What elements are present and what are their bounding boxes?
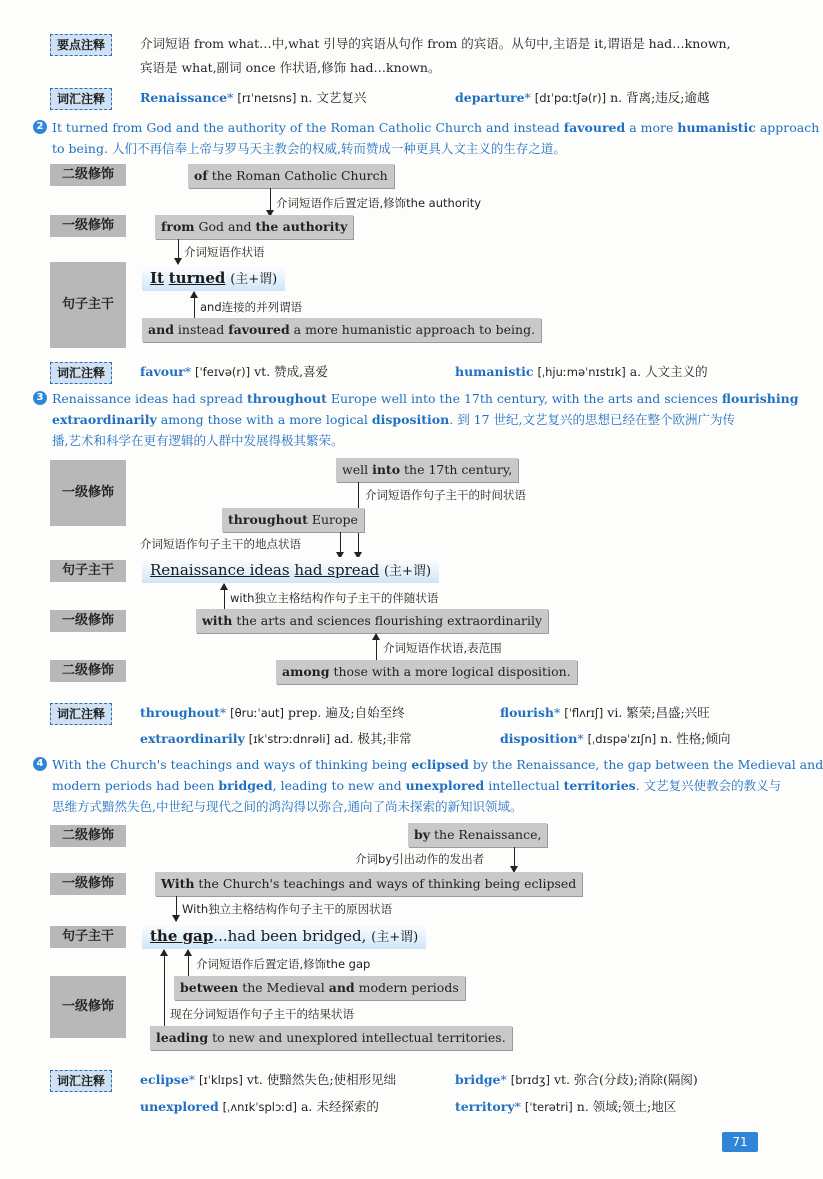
sentence-number-3: 3 xyxy=(33,391,47,405)
level-second-3: 二级修饰 xyxy=(50,660,126,682)
vocab-pron: [dɪˈpɑːtʃə(r)] xyxy=(534,91,607,105)
arrow-up xyxy=(224,584,225,610)
vocab-word: eclipse xyxy=(140,1072,189,1087)
box-from-god xyxy=(155,215,353,239)
vocab-def: prep. 遍及;自始至终 xyxy=(288,705,405,720)
arrow-up xyxy=(164,950,165,1026)
text: bridged xyxy=(218,778,273,793)
note-with-cause: With独立主格结构作句子主干的原因状语 xyxy=(182,902,393,916)
vocab-tag-1: 词汇注释 xyxy=(50,88,112,110)
star-icon: * xyxy=(227,90,234,105)
vocab-pron: [ˌdɪspəˈzɪʃn] xyxy=(587,732,657,746)
vocab-favour xyxy=(140,361,328,383)
star-icon: * xyxy=(184,364,192,379)
text: instead xyxy=(173,322,229,337)
sentence-3-line-2 xyxy=(52,409,735,430)
text: by the Renaissance, the gap between the Medieval and xyxy=(468,757,823,772)
sentence-2-line-2 xyxy=(52,138,566,159)
note-time-adverbial: 介词短语作句子主干的时间状语 xyxy=(365,488,526,502)
text: modern periods had been xyxy=(52,778,219,793)
vocab-humanistic xyxy=(455,361,708,383)
vocab-word: disposition xyxy=(500,731,578,746)
text: extraordinarily xyxy=(52,412,157,427)
text: from xyxy=(161,219,195,234)
text: . xyxy=(449,412,454,427)
vocab-def: n. 背离;违反;逾越 xyxy=(610,90,710,105)
trunk-gap-bridged xyxy=(142,923,426,949)
predicate: turned xyxy=(168,269,226,287)
box-with-arts xyxy=(196,609,548,633)
level-second-4: 二级修饰 xyxy=(50,825,126,847)
vocab-unexplored xyxy=(140,1096,379,1118)
text: With the Church's teachings and ways of thinking being xyxy=(52,757,412,772)
text: (主+谓) xyxy=(230,272,278,287)
note-post-modifier: 介词短语作后置定语,修饰the authority xyxy=(276,196,482,210)
text: God and xyxy=(194,219,256,234)
vocab-extraordinarily xyxy=(140,728,412,750)
note-leading-result: 现在分词短语作句子主干的结果状语 xyxy=(170,1007,354,1021)
vocab-word: flourish xyxy=(500,705,554,720)
vocab-word: throughout xyxy=(140,705,220,720)
vocab-pron: [ɪˈklɪps] xyxy=(199,1073,243,1087)
note-place-adverbial: 介词短语作句子主干的地点状语 xyxy=(140,537,301,551)
vocab-disposition xyxy=(500,728,730,750)
vocab-flourish xyxy=(500,702,710,724)
text: the Roman Catholic Church xyxy=(207,168,388,183)
sentence-4-line-3: 思维方式黯然失色,中世纪与现代之间的鸿沟得以弥合,通向了尚未探索的新知识领域。 xyxy=(52,799,523,814)
vocab-def: a. 人文主义的 xyxy=(629,364,708,379)
text: disposition xyxy=(371,412,450,427)
sentence-2-line-1 xyxy=(52,117,819,138)
trunk-ideas-spread xyxy=(142,557,439,583)
arrow-up xyxy=(376,634,377,660)
note-and-coord: and连接的并列谓语 xyxy=(200,300,303,314)
text: eclipsed xyxy=(411,757,469,772)
translation: 到 17 世纪,文艺复兴的思想已经在整个欧洲广为传 xyxy=(457,412,736,427)
level-first-3a: 一级修饰 xyxy=(50,460,126,526)
star-icon: * xyxy=(524,90,531,105)
subject: the gap xyxy=(150,927,214,945)
text: among those with a more logical xyxy=(156,412,372,427)
vocab-word: territory xyxy=(455,1099,515,1114)
vocab-eclipse xyxy=(140,1069,396,1091)
text: well xyxy=(342,462,373,477)
text: throughout xyxy=(228,512,308,527)
vocab-def: n. 性格;倾向 xyxy=(660,731,731,746)
text: territories xyxy=(563,778,636,793)
vocab-bridge xyxy=(455,1069,698,1091)
arrow-down xyxy=(178,239,179,264)
note-between-modifier: 介词短语作后置定语,修饰the gap xyxy=(196,957,371,971)
text: to new and unexplored intellectual territories. xyxy=(208,1030,506,1045)
trunk-it-turned xyxy=(142,265,285,291)
box-between xyxy=(174,976,465,1000)
text: Europe well into the 17th century, with the arts and sciences xyxy=(326,391,722,406)
star-icon: * xyxy=(188,1072,196,1087)
text: Europe xyxy=(307,512,358,527)
text: flourishing xyxy=(721,391,799,406)
predicate: had spread xyxy=(294,561,380,579)
text: the Medieval xyxy=(238,980,329,995)
text: to being. xyxy=(52,141,108,156)
level-first-3b: 一级修饰 xyxy=(50,610,126,632)
sentence-number-2: 2 xyxy=(33,120,47,134)
vocab-word: bridge xyxy=(455,1072,501,1087)
text: With xyxy=(161,876,195,891)
text: It turned from God and the authority of the Roman Catholic Church and instead xyxy=(52,120,564,135)
text: the arts and sciences flourishing extraordinarily xyxy=(232,613,543,628)
vocab-pron: [ˌʌnɪkˈsplɔːd] xyxy=(222,1100,297,1114)
text: , leading to new and xyxy=(272,778,406,793)
star-icon: * xyxy=(500,1072,507,1087)
arrow-down xyxy=(270,188,271,216)
level-second-2: 二级修饰 xyxy=(50,164,126,186)
subject: It xyxy=(150,269,164,287)
vocab-word: humanistic xyxy=(455,364,534,379)
box-with-church xyxy=(155,872,582,896)
level-first-4b: 一级修饰 xyxy=(50,976,126,1038)
level-trunk-2: 句子主干 xyxy=(50,262,126,348)
vocab-pron: [ˈterətri] xyxy=(524,1100,573,1114)
key-notes-tag: 要点注释 xyxy=(50,34,112,56)
arrow-up xyxy=(188,950,189,976)
text: a more humanistic approach to being. xyxy=(289,322,536,337)
text: the 17th century, xyxy=(400,462,513,477)
box-by-renaissance xyxy=(408,823,547,847)
star-icon: * xyxy=(553,705,561,720)
sentence-3-line-1 xyxy=(52,388,798,409)
text: and xyxy=(328,980,355,995)
subject: Renaissance ideas xyxy=(150,561,290,579)
vocab-tag-4: 词汇注释 xyxy=(50,1070,112,1092)
arrow-up xyxy=(194,292,195,320)
sentence-3-line-3: 播,艺术和科学在更有逻辑的人群中发展得极其繁荣。 xyxy=(52,433,344,448)
text: unexplored xyxy=(405,778,485,793)
text: leading xyxy=(156,1030,209,1045)
text: the authority xyxy=(255,219,348,234)
vocab-departure xyxy=(455,87,710,109)
sentence-4-line-2 xyxy=(52,775,781,796)
box-leading xyxy=(150,1026,512,1050)
text: of xyxy=(194,168,208,183)
page-number: 71 xyxy=(722,1132,758,1152)
vocab-pron: [ˌhjuːməˈnɪstɪk] xyxy=(537,365,626,379)
text: (主+谓) xyxy=(371,930,419,945)
vocab-def: n. 领域;领土;地区 xyxy=(576,1099,677,1114)
level-trunk-4: 句子主干 xyxy=(50,926,126,948)
vocab-def: vt. 赞成,喜爱 xyxy=(254,364,329,379)
vocab-renaissance xyxy=(140,87,366,109)
vocab-throughout xyxy=(140,702,405,724)
text: the Renaissance, xyxy=(430,827,542,842)
vocab-pron: [ˈfeɪvə(r)] xyxy=(195,365,251,379)
text: Renaissance ideas had spread xyxy=(52,391,247,406)
note-range-adverbial: 介词短语作状语,表范围 xyxy=(383,641,502,655)
box-of-church xyxy=(188,164,394,188)
vocab-pron: [brɪdʒ] xyxy=(510,1073,550,1087)
star-icon: * xyxy=(577,731,584,746)
translation: 文艺复兴使教会的教义与 xyxy=(643,778,782,793)
level-trunk-3: 句子主干 xyxy=(50,560,126,582)
arrow-down xyxy=(514,847,515,872)
vocab-pron: [rɪˈneɪsns] xyxy=(237,91,297,105)
text: favoured xyxy=(563,120,626,135)
vocab-pron: [θruːˈaut] xyxy=(230,706,285,720)
star-icon: * xyxy=(219,705,227,720)
sentence-4-line-1 xyxy=(52,754,823,775)
vocab-def: a. 未经探索的 xyxy=(300,1099,379,1114)
text: between xyxy=(180,980,239,995)
predicate: ...had been bridged, xyxy=(213,927,367,945)
text: with xyxy=(202,613,233,628)
vocab-word: Renaissance xyxy=(140,90,228,105)
vocab-word: departure xyxy=(455,90,525,105)
text: the Church's teachings and ways of thinking being eclipsed xyxy=(194,876,577,891)
box-throughout xyxy=(222,508,364,532)
text: among xyxy=(282,664,330,679)
arrow-down xyxy=(340,532,341,558)
vocab-pron: [ˈflʌrɪʃ] xyxy=(564,706,604,720)
box-and-favoured xyxy=(142,318,541,342)
vocab-word: unexplored xyxy=(140,1099,219,1114)
note-adverbial: 介词短语作状语 xyxy=(184,245,265,259)
text: by xyxy=(414,827,431,842)
text: a more xyxy=(625,120,678,135)
box-among xyxy=(276,660,577,684)
text: intellectual xyxy=(484,778,564,793)
text: and xyxy=(148,322,174,337)
vocab-def: n. 文艺复兴 xyxy=(300,90,367,105)
text: those with a more logical disposition. xyxy=(329,664,571,679)
vocab-def: vt. 使黯然失色;使相形见绌 xyxy=(246,1072,397,1087)
vocab-def: vt. 弥合(分歧);消除(隔阂) xyxy=(553,1072,698,1087)
key-notes-line-2: 宾语是 what,副词 once 作状语,修饰 had…known。 xyxy=(140,60,441,75)
vocab-word: favour xyxy=(140,364,185,379)
note-with-accompany: with独立主格结构作句子主干的伴随状语 xyxy=(230,591,439,605)
key-notes-line-1: 介词短语 from what…中,what 引导的宾语从句作 from 的宾语。从句中,主语是 it,谓语是 had…known, xyxy=(140,36,731,51)
vocab-tag-2: 词汇注释 xyxy=(50,362,112,384)
text: modern periods xyxy=(354,980,459,995)
text: into xyxy=(372,462,401,477)
star-icon: * xyxy=(514,1099,521,1114)
text: . xyxy=(635,778,640,793)
note-by-agent: 介词by引出动作的发出者 xyxy=(355,852,485,866)
text: throughout xyxy=(246,391,327,406)
text: humanistic xyxy=(677,120,756,135)
vocab-territory xyxy=(455,1096,676,1118)
box-well-into xyxy=(336,458,518,482)
vocab-tag-3: 词汇注释 xyxy=(50,703,112,725)
translation: 人们不再信奉上帝与罗马天主教会的权威,转而赞成一种更具人文主义的生存之道。 xyxy=(111,141,566,156)
vocab-def: ad. 极其;非常 xyxy=(334,731,412,746)
sentence-number-4: 4 xyxy=(33,757,47,771)
text: (主+谓) xyxy=(383,564,432,579)
vocab-def: vi. 繁荣;昌盛;兴旺 xyxy=(607,705,710,720)
vocab-pron: [ɪkˈstrɔːdnrəli] xyxy=(248,732,331,746)
arrow-down xyxy=(176,896,177,921)
vocab-word: extraordinarily xyxy=(140,731,245,746)
level-first-2: 一级修饰 xyxy=(50,215,126,237)
text: approach xyxy=(755,120,820,135)
level-first-4a: 一级修饰 xyxy=(50,873,126,895)
text: favoured xyxy=(228,322,290,337)
